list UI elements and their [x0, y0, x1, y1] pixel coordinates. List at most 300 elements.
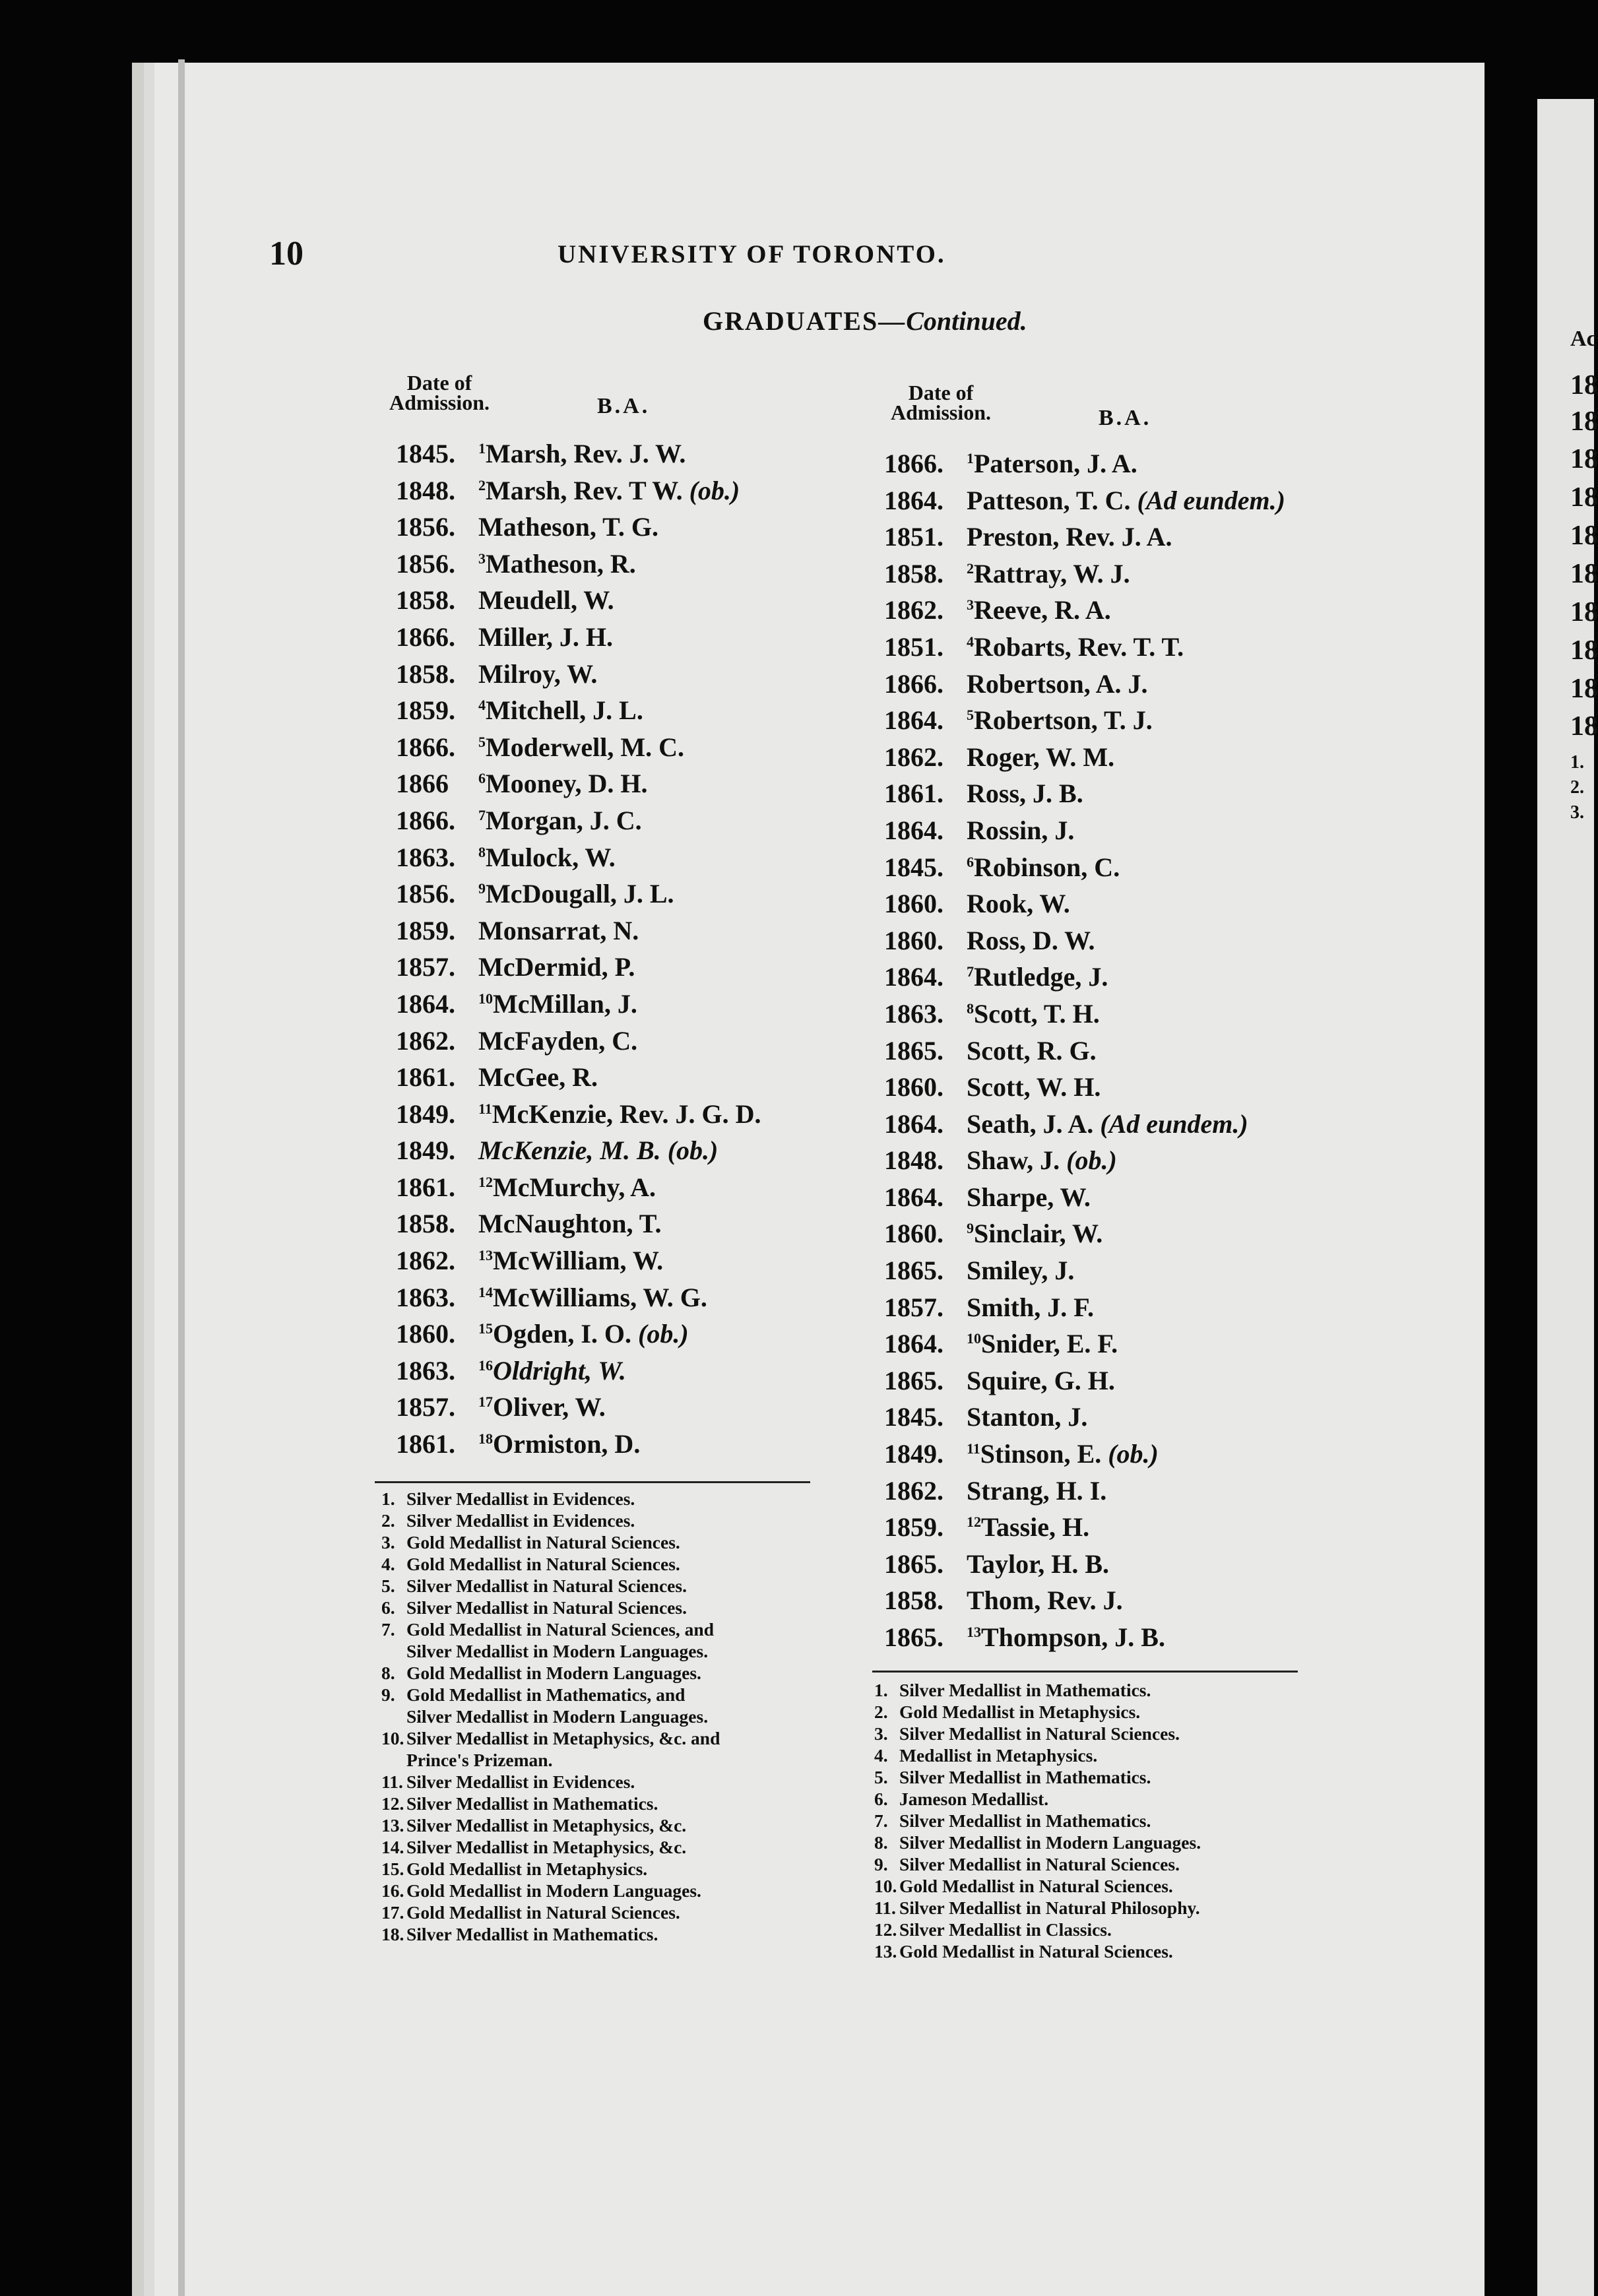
footnote-number: 12. — [874, 1919, 897, 1940]
admission-year: 1858. — [884, 558, 943, 589]
footnote — [381, 1575, 720, 1597]
footnote-number: 9. — [381, 1684, 395, 1705]
footnote-marker: 14 — [478, 1283, 493, 1300]
footnote-number: 5. — [381, 1576, 395, 1596]
graduate-entry — [396, 430, 761, 467]
graduate-name: Sinclair, W. — [974, 1219, 1103, 1249]
graduate-name: McDermid, P. — [478, 952, 635, 982]
admission-year: 1865. — [884, 1548, 943, 1579]
section-title-italic: Continued. — [906, 306, 1027, 336]
footnote-continuation: Silver Medallist in Modern Languages. — [406, 1706, 709, 1727]
graduate-name: Rook, W. — [967, 889, 1070, 919]
right-degree-header: B.A. — [1099, 406, 1152, 430]
footnote-number: 18. — [381, 1924, 404, 1944]
footnote — [381, 1836, 720, 1858]
footnote-text: Gold Medallist in Modern Languages. — [406, 1663, 701, 1683]
graduate-name: Scott, R. G. — [967, 1035, 1097, 1066]
graduate-entry — [396, 1237, 761, 1274]
graduate-name: Monsarrat, N. — [478, 915, 639, 945]
footnote-continuation: Silver Medallist in Modern Languages. — [406, 1641, 709, 1661]
footnote-text: Silver Medallist in Natural Philosophy. — [899, 1897, 1200, 1918]
graduate-entry — [396, 1091, 761, 1128]
admission-year: 1865. — [884, 1622, 943, 1652]
graduate-name: Miller, J. H. — [478, 622, 614, 652]
footnote-text: Gold Medallist in Modern Languages. — [406, 1880, 701, 1901]
admission-year: 1866. — [884, 668, 943, 699]
graduate-entry — [884, 1357, 1285, 1394]
admission-year: 1862. — [396, 1025, 455, 1056]
adjacent-page-text: 18 — [1570, 635, 1598, 666]
footnote-text: Silver Medallist in Metaphysics, &c. — [406, 1837, 687, 1857]
section-title — [703, 305, 1027, 336]
graduate-entry — [396, 980, 761, 1017]
graduate-entry — [884, 1064, 1285, 1100]
admission-year: 1848. — [396, 475, 455, 505]
left-footnotes — [381, 1488, 720, 1945]
graduate-note: (ob.) — [667, 1135, 719, 1166]
graduate-name: Reeve, R. A. — [974, 595, 1111, 625]
graduate-entry — [396, 907, 761, 944]
graduate-entry — [396, 503, 761, 540]
admission-year: 1864. — [884, 815, 943, 845]
graduate-name: McKenzie, Rev. J. G. D. — [492, 1099, 761, 1129]
admission-year: 1856. — [396, 548, 455, 579]
graduate-name: Roger, W. M. — [967, 742, 1115, 772]
footnote-number: 17. — [381, 1902, 404, 1923]
footnote — [874, 1919, 1201, 1940]
admission-year: 1864. — [884, 1108, 943, 1139]
footnote — [874, 1853, 1201, 1875]
footnote-number: 11. — [381, 1771, 403, 1792]
graduate-entry — [884, 1247, 1285, 1284]
footnote — [381, 1901, 720, 1923]
graduate-entry — [884, 477, 1285, 514]
footnote-number: 15. — [381, 1859, 404, 1879]
graduate-entry — [884, 734, 1285, 771]
footnote-marker: 10 — [967, 1330, 981, 1347]
graduate-entry — [396, 1274, 761, 1311]
footnote — [381, 1597, 720, 1618]
footnote — [381, 1553, 720, 1575]
page-header — [0, 234, 1594, 274]
footnote — [874, 1766, 1201, 1788]
adjacent-page-text: 18 — [1570, 597, 1598, 627]
graduate-entry — [884, 953, 1285, 990]
graduate-entry — [884, 1393, 1285, 1430]
admission-year: 1861. — [884, 779, 943, 809]
footnote — [874, 1744, 1201, 1766]
left-date-header-line2: Admission. — [389, 391, 490, 414]
footnote-number: 12. — [381, 1793, 404, 1814]
footnote-text: Silver Medallist in Metaphysics, &c. — [406, 1815, 687, 1835]
footnote-marker: 9 — [478, 880, 486, 897]
footnote-number: 2. — [874, 1702, 888, 1722]
footnote-marker: 6 — [967, 853, 974, 870]
graduate-name: Milroy, W. — [478, 658, 598, 689]
adjacent-page-text: Ac — [1570, 327, 1597, 351]
graduate-entry — [396, 1384, 761, 1420]
admission-year: 1858. — [396, 658, 455, 689]
graduate-entry — [396, 467, 761, 504]
graduate-name: Ormiston, D. — [493, 1429, 641, 1459]
graduate-name: Robertson, A. J. — [967, 668, 1148, 699]
graduate-entry — [396, 651, 761, 687]
footnote-number: 6. — [874, 1789, 888, 1809]
graduate-name: Smith, J. F. — [967, 1292, 1095, 1322]
footnote-marker: 10 — [478, 990, 493, 1007]
graduate-name: Mulock, W. — [486, 842, 616, 872]
footnote — [874, 1788, 1201, 1810]
graduate-note: (ob.) — [1108, 1439, 1159, 1469]
footnote-marker: 13 — [967, 1624, 981, 1640]
graduate-entry — [396, 797, 761, 834]
footnote-text: Gold Medallist in Metaphysics. — [899, 1702, 1141, 1722]
graduate-entry — [884, 1541, 1285, 1578]
graduate-name: Thom, Rev. J. — [967, 1585, 1123, 1616]
admission-year: 1864. — [396, 988, 455, 1019]
graduate-name: Preston, Rev. J. A. — [967, 522, 1172, 552]
graduate-entry — [884, 1577, 1285, 1614]
adjacent-page-text: 18 — [1570, 406, 1598, 437]
footnote-continuation: Prince's Prizeman. — [406, 1750, 553, 1770]
graduate-entry — [884, 623, 1285, 660]
footnote — [874, 1940, 1201, 1962]
footnote — [874, 1679, 1201, 1701]
footnote-text: Silver Medallist in Natural Sciences. — [899, 1723, 1180, 1744]
section-title-main: GRADUATES— — [703, 306, 907, 336]
graduate-name: Thompson, J. B. — [981, 1622, 1165, 1652]
footnote-marker: 11 — [967, 1440, 980, 1457]
footnote-text: Gold Medallist in Natural Sciences. — [406, 1554, 680, 1574]
adjacent-page-text: 18 — [1570, 482, 1598, 513]
admission-year: 1863. — [396, 1282, 455, 1312]
admission-year: 1861. — [396, 1172, 455, 1202]
graduate-entry — [884, 844, 1285, 881]
footnote — [874, 1810, 1201, 1832]
footnote-marker: 18 — [478, 1430, 493, 1448]
admission-year: 1848. — [884, 1145, 943, 1176]
graduate-entry — [884, 1027, 1285, 1064]
graduate-entry — [396, 1420, 761, 1457]
adjacent-page-text: 18 — [1570, 674, 1598, 704]
footnote-marker: 17 — [478, 1393, 493, 1411]
adjacent-page-text: 18 — [1570, 444, 1598, 474]
adjacent-page-text: 1. — [1570, 752, 1584, 773]
footnote-marker: 8 — [967, 1000, 974, 1017]
graduate-name: Rossin, J. — [967, 815, 1075, 845]
admission-year: 1865. — [884, 1365, 943, 1395]
admission-year: 1860. — [396, 1319, 455, 1349]
graduate-entry — [396, 760, 761, 797]
footnote-text: Silver Medallist in Mathematics. — [899, 1810, 1151, 1831]
graduate-name: Oldright, W. — [493, 1355, 626, 1386]
graduate-name: Shaw, J. — [967, 1145, 1060, 1176]
graduate-name: Patteson, T. C. — [967, 485, 1131, 515]
footnote-number: 6. — [381, 1597, 395, 1618]
graduate-name: Robertson, T. J. — [974, 705, 1153, 736]
admission-year: 1857. — [884, 1292, 943, 1322]
graduate-entry — [396, 614, 761, 651]
graduate-name: Snider, E. F. — [981, 1329, 1118, 1359]
graduate-entry — [884, 1320, 1285, 1357]
footnote — [874, 1723, 1201, 1744]
footnote-number: 10. — [874, 1876, 897, 1896]
footnote-number: 8. — [381, 1663, 395, 1683]
admission-year: 1863. — [396, 842, 455, 872]
footnote-number: 4. — [381, 1554, 395, 1574]
left-graduate-list — [396, 430, 761, 1457]
graduate-entry — [396, 870, 761, 907]
admission-year: 1851. — [884, 522, 943, 552]
admission-year: 1859. — [396, 915, 455, 945]
footnote-number: 8. — [874, 1832, 888, 1853]
footnote-marker: 13 — [478, 1247, 493, 1264]
graduate-entry — [884, 1137, 1285, 1174]
running-title: UNIVERSITY OF TORONTO. — [558, 240, 946, 269]
graduate-entry — [396, 943, 761, 980]
admission-year: 1858. — [884, 1585, 943, 1616]
graduate-name: Scott, T. H. — [974, 998, 1100, 1029]
footnote-marker: 3 — [967, 596, 974, 614]
admission-year: 1859. — [396, 695, 455, 726]
admission-year: 1866 — [396, 769, 449, 799]
footnote-marker: 4 — [967, 633, 974, 650]
graduate-entry — [884, 1467, 1285, 1504]
graduate-name: McMurchy, A. — [493, 1172, 656, 1202]
admission-year: 1845. — [884, 852, 943, 882]
footnote — [874, 1832, 1201, 1853]
graduate-entry — [396, 1164, 761, 1201]
footnote-number: 1. — [381, 1488, 395, 1509]
graduate-name: McNaughton, T. — [478, 1209, 662, 1239]
footnote-text: Silver Medallist in Evidences. — [406, 1771, 635, 1792]
graduate-note: (ob.) — [638, 1319, 689, 1349]
footnote — [381, 1662, 720, 1684]
graduate-entry — [884, 440, 1285, 477]
graduate-entry — [396, 834, 761, 871]
footnote-number: 9. — [874, 1854, 888, 1874]
adjacent-page-fragment — [1537, 99, 1598, 2296]
graduate-entry — [884, 1504, 1285, 1541]
admission-year: 1864. — [884, 1182, 943, 1212]
footnote-number: 13. — [874, 1941, 897, 1961]
graduate-name: Stinson, E. — [980, 1439, 1102, 1469]
admission-year: 1862. — [884, 1475, 943, 1506]
graduate-name: Squire, G. H. — [967, 1365, 1115, 1395]
footnote-text: Gold Medallist in Natural Sciences. — [406, 1902, 680, 1923]
footnote — [874, 1875, 1201, 1897]
footnote — [381, 1531, 720, 1553]
admission-year: 1862. — [884, 742, 943, 772]
footnote — [381, 1488, 720, 1510]
graduate-name: Rutledge, J. — [974, 962, 1108, 992]
footnote-marker: 5 — [478, 733, 486, 750]
graduate-entry — [884, 1614, 1285, 1651]
graduate-name: Sharpe, W. — [967, 1182, 1091, 1212]
graduate-name: Moderwell, M. C. — [486, 732, 685, 762]
footnote-text: Silver Medallist in Natural Sciences. — [899, 1854, 1180, 1874]
graduate-name: Matheson, R. — [486, 548, 636, 579]
admission-year: 1857. — [396, 952, 455, 982]
footnote-marker: 2 — [967, 559, 974, 577]
graduate-entry — [884, 990, 1285, 1027]
footnote-marker: 12 — [478, 1173, 493, 1190]
graduate-entry — [884, 1210, 1285, 1247]
graduate-entry — [396, 540, 761, 577]
graduate-name: Taylor, H. B. — [967, 1548, 1109, 1579]
admission-year: 1865. — [884, 1035, 943, 1066]
graduate-name: McDougall, J. L. — [486, 879, 674, 909]
graduate-name: McMillan, J. — [493, 988, 637, 1019]
graduate-entry — [884, 1284, 1285, 1321]
graduate-entry — [396, 687, 761, 724]
graduate-entry — [884, 1174, 1285, 1211]
footnote — [381, 1684, 720, 1727]
admission-year: 1860. — [884, 1219, 943, 1249]
footnote-marker: 3 — [478, 550, 486, 567]
graduate-name: Strang, H. I. — [967, 1475, 1107, 1506]
graduate-name: Scott, W. H. — [967, 1072, 1101, 1102]
admission-year: 1866. — [396, 732, 455, 762]
admission-year: 1849. — [396, 1099, 455, 1129]
graduate-entry — [884, 807, 1285, 844]
footnote — [381, 1510, 720, 1531]
left-footnote-rule — [375, 1481, 810, 1483]
footnote-marker: 9 — [967, 1220, 974, 1237]
adjacent-page-text: 2. — [1570, 777, 1584, 798]
graduate-entry — [396, 1017, 761, 1054]
admission-year: 1860. — [884, 889, 943, 919]
footnote-text: Gold Medallist in Natural Sciences, and — [406, 1619, 714, 1640]
graduate-entry — [396, 577, 761, 614]
admission-year: 1859. — [884, 1512, 943, 1543]
footnote-text: Silver Medallist in Classics. — [899, 1919, 1112, 1940]
footnote-marker: 16 — [478, 1356, 493, 1374]
graduate-entry — [884, 660, 1285, 697]
footnote-marker: 1 — [967, 450, 974, 466]
footnote-marker: 6 — [478, 770, 486, 787]
right-date-header-line1: Date of — [908, 381, 974, 404]
footnote-number: 5. — [874, 1767, 888, 1787]
footnote — [381, 1923, 720, 1945]
graduate-name: Oliver, W. — [493, 1392, 606, 1422]
footnote-marker: 8 — [478, 843, 486, 860]
right-graduate-list — [884, 440, 1285, 1651]
graduate-name: Rattray, W. J. — [974, 558, 1130, 589]
admission-year: 1856. — [396, 879, 455, 909]
footnote-number: 4. — [874, 1745, 888, 1766]
graduate-entry — [884, 1100, 1285, 1137]
admission-year: 1862. — [396, 1246, 455, 1276]
page-edge — [178, 59, 185, 2296]
footnote-marker: 12 — [967, 1514, 981, 1531]
footnote-marker: 7 — [967, 963, 974, 980]
footnote — [381, 1858, 720, 1880]
graduate-entry — [884, 513, 1285, 550]
graduate-name: Smiley, J. — [967, 1256, 1075, 1286]
admission-year: 1863. — [884, 998, 943, 1029]
footnote-text: Gold Medallist in Natural Sciences. — [899, 1941, 1173, 1961]
adjacent-page-text: 18 — [1570, 521, 1598, 551]
graduate-name: Meudell, W. — [478, 585, 614, 616]
graduate-name: Tassie, H. — [981, 1512, 1090, 1543]
admission-year: 1851. — [884, 631, 943, 662]
footnote — [381, 1793, 720, 1814]
graduate-entry — [884, 550, 1285, 587]
footnote-number: 14. — [381, 1837, 404, 1857]
footnote-text: Silver Medallist in Mathematics. — [406, 1793, 658, 1814]
admission-year: 1856. — [396, 512, 455, 542]
footnote-text: Gold Medallist in Natural Sciences. — [899, 1876, 1173, 1896]
graduate-name: Mitchell, J. L. — [486, 695, 643, 726]
footnote-number: 1. — [874, 1680, 888, 1700]
admission-year: 1864. — [884, 705, 943, 736]
footnote-text: Gold Medallist in Mathematics, and — [406, 1684, 686, 1705]
graduate-entry — [884, 880, 1285, 917]
footnote-marker: 15 — [478, 1320, 493, 1337]
admission-year: 1849. — [884, 1439, 943, 1469]
adjacent-page-text: 18 — [1570, 559, 1598, 589]
footnote-number: 7. — [381, 1619, 395, 1640]
graduate-entry — [396, 724, 761, 761]
graduate-name: Robinson, C. — [974, 852, 1120, 882]
graduate-entry — [884, 770, 1285, 807]
graduate-entry — [884, 917, 1285, 954]
adjacent-page-text: 18 — [1570, 370, 1598, 400]
admission-year: 1857. — [396, 1392, 455, 1422]
footnote — [381, 1771, 720, 1793]
footnote-number: 11. — [874, 1897, 896, 1918]
footnote-marker: 5 — [967, 707, 974, 724]
admission-year: 1865. — [884, 1256, 943, 1286]
graduate-entry — [396, 1347, 761, 1384]
footnote-text: Gold Medallist in Metaphysics. — [406, 1859, 648, 1879]
footnote-text: Gold Medallist in Natural Sciences. — [406, 1532, 680, 1552]
graduate-note: (ob.) — [689, 475, 740, 505]
admission-year: 1861. — [396, 1062, 455, 1093]
graduate-name: Ross, D. W. — [967, 925, 1095, 955]
right-date-header-line2: Admission. — [891, 400, 992, 424]
graduate-entry — [884, 1430, 1285, 1467]
adjacent-page-text: 18 — [1570, 711, 1598, 742]
footnote-number: 3. — [381, 1532, 395, 1552]
graduate-name: Morgan, J. C. — [486, 805, 642, 835]
footnote — [381, 1814, 720, 1836]
graduate-note: (Ad eundem.) — [1137, 485, 1285, 515]
admission-year: 1860. — [884, 925, 943, 955]
graduate-note: (Ad eundem.) — [1100, 1108, 1248, 1139]
graduate-name: Seath, J. A. — [967, 1108, 1094, 1139]
footnote — [381, 1618, 720, 1662]
admission-year: 1849. — [396, 1135, 455, 1166]
graduate-name: Ogden, I. O. — [493, 1319, 632, 1349]
left-degree-header: B.A. — [597, 394, 651, 418]
left-date-header-line1: Date of — [406, 371, 472, 395]
admission-year: 1863. — [396, 1355, 455, 1386]
footnote-marker: 11 — [478, 1100, 492, 1117]
left-date-header — [389, 373, 490, 412]
admission-year: 1866. — [396, 805, 455, 835]
graduate-name: Marsh, Rev. T W. — [486, 475, 683, 505]
admission-year: 1845. — [396, 439, 455, 468]
admission-year: 1864. — [884, 485, 943, 515]
admission-year: 1858. — [396, 1209, 455, 1239]
graduate-name: Ross, J. B. — [967, 779, 1083, 809]
graduate-name: McWilliam, W. — [493, 1246, 664, 1276]
right-date-header — [891, 383, 991, 422]
right-footnote-rule — [872, 1671, 1298, 1673]
graduate-entry — [396, 1054, 761, 1091]
